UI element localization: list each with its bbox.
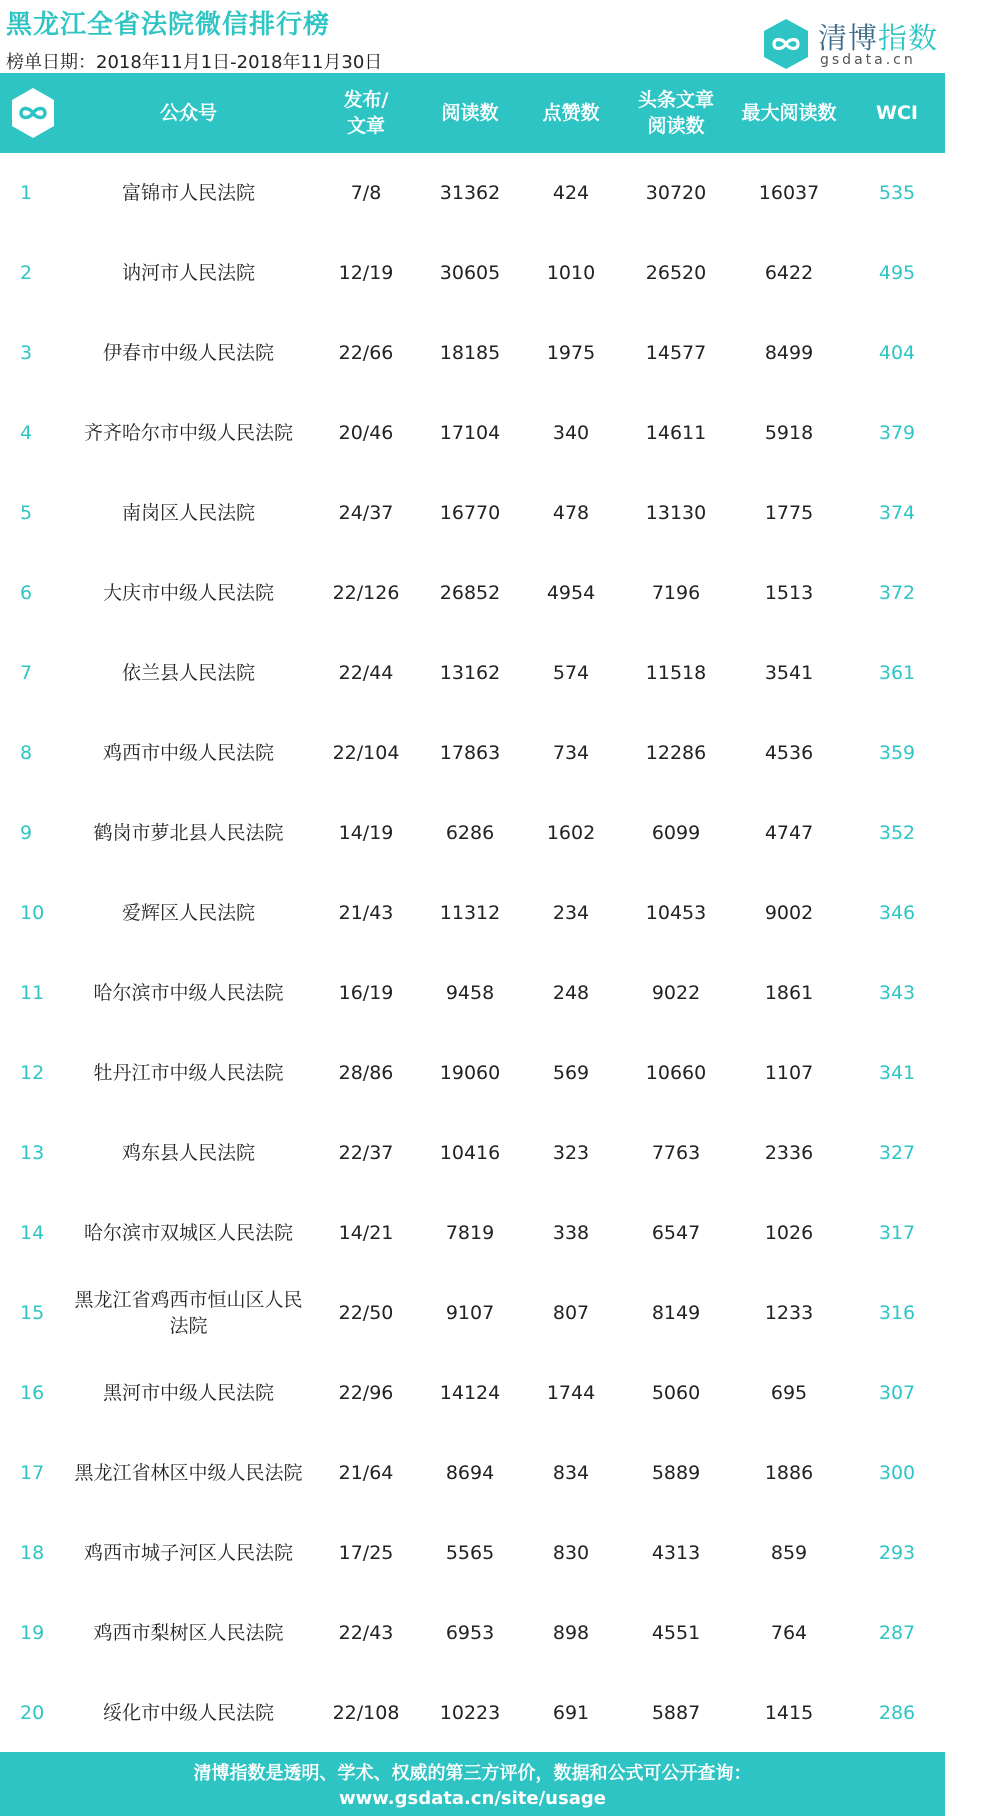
likes-cell: 248 <box>552 982 590 1004</box>
wci-cell: 361 <box>878 662 916 684</box>
page-title: 黑龙江全省法院微信排行榜 <box>6 10 331 40</box>
table-row <box>0 1513 945 1593</box>
reads-cell: 17863 <box>439 742 501 764</box>
publish-count-cell: 22/50 <box>338 1302 394 1324</box>
rank-cell: 20 <box>20 1702 45 1724</box>
headline-reads-cell: 6099 <box>651 822 701 844</box>
reads-cell: 10416 <box>439 1142 501 1164</box>
wci-cell: 372 <box>878 582 916 604</box>
footer-link[interactable]: www.gsdata.cn/site/usage <box>339 1788 606 1809</box>
headline-reads-cell: 5060 <box>651 1382 701 1404</box>
publish-count-cell: 17/25 <box>338 1542 394 1564</box>
table-row <box>0 1033 945 1113</box>
rank-cell: 6 <box>20 582 33 604</box>
account-name-cell: 讷河市人民法院 <box>121 262 255 284</box>
headline-reads-cell: 5889 <box>651 1462 701 1484</box>
header-logo-cell <box>0 73 66 153</box>
table-row <box>0 1353 945 1433</box>
reads-cell: 18185 <box>439 342 501 364</box>
wci-cell: 300 <box>878 1462 916 1484</box>
max-reads-cell: 764 <box>770 1622 808 1644</box>
column-header-wci: WCI <box>876 102 918 124</box>
reads-cell: 13162 <box>439 662 501 684</box>
headline-reads-cell: 11518 <box>645 662 707 684</box>
headline-reads-cell: 26520 <box>645 262 707 284</box>
rank-cell: 3 <box>20 342 33 364</box>
table-row <box>0 233 945 313</box>
reads-cell: 30605 <box>439 262 501 284</box>
rank-cell: 17 <box>20 1462 45 1484</box>
brand-name-part2: 指数 <box>878 21 939 55</box>
publish-count-cell: 22/66 <box>338 342 394 364</box>
likes-cell: 1602 <box>546 822 596 844</box>
table-row <box>0 153 945 233</box>
account-name-cell: 黑河市中级人民法院 <box>102 1382 274 1404</box>
account-name-cell: 富锦市人民法院 <box>121 182 255 204</box>
footer-text: 清博指数是透明、学术、权威的第三方评价，数据和公式可公开查询： <box>193 1763 752 1784</box>
table-row <box>0 873 945 953</box>
max-reads-cell: 9002 <box>764 902 814 924</box>
likes-cell: 323 <box>552 1142 590 1164</box>
rank-cell: 8 <box>20 742 33 764</box>
table-row <box>0 1433 945 1513</box>
wci-cell: 341 <box>878 1062 916 1084</box>
max-reads-cell: 1026 <box>764 1222 814 1244</box>
max-reads-cell: 1107 <box>764 1062 814 1084</box>
brand-name <box>818 16 938 57</box>
publish-count-cell: 22/37 <box>338 1142 394 1164</box>
brand-logo-block <box>762 14 962 74</box>
wci-cell: 495 <box>878 262 916 284</box>
max-reads-cell: 1415 <box>764 1702 814 1724</box>
max-reads-cell: 4747 <box>764 822 814 844</box>
wci-cell: 327 <box>878 1142 916 1164</box>
publish-count-cell: 22/108 <box>332 1702 400 1724</box>
headline-reads-cell: 10660 <box>645 1062 707 1084</box>
reads-cell: 9458 <box>445 982 495 1004</box>
publish-count-cell: 16/19 <box>338 982 394 1004</box>
column-header-publish-line2: 文章 <box>346 115 385 137</box>
column-header-headline-line1: 头条文章 <box>637 89 714 111</box>
rank-cell: 7 <box>20 662 33 684</box>
headline-reads-cell: 4551 <box>651 1622 701 1644</box>
likes-cell: 4954 <box>546 582 596 604</box>
publish-count-cell: 21/64 <box>338 1462 394 1484</box>
publish-count-cell: 12/19 <box>338 262 394 284</box>
rank-cell: 4 <box>20 422 33 444</box>
account-name-cell: 牡丹江市中级人民法院 <box>93 1062 284 1084</box>
account-name-cell: 伊春市中级人民法院 <box>102 342 274 364</box>
ranking-table <box>0 73 945 1753</box>
max-reads-cell: 1886 <box>764 1462 814 1484</box>
account-name-cell: 哈尔滨市双城区人民法院 <box>83 1222 293 1244</box>
infinity-hexagon-icon <box>9 86 57 140</box>
reads-cell: 6286 <box>445 822 495 844</box>
wci-cell: 404 <box>878 342 916 364</box>
max-reads-cell: 5918 <box>764 422 814 444</box>
account-name-cell: 鸡西市梨树区人民法院 <box>93 1622 284 1644</box>
table-row <box>0 313 945 393</box>
likes-cell: 898 <box>552 1622 590 1644</box>
headline-reads-cell: 7763 <box>651 1142 701 1164</box>
max-reads-cell: 8499 <box>764 342 814 364</box>
wci-cell: 535 <box>878 182 916 204</box>
publish-count-cell: 22/44 <box>338 662 394 684</box>
publish-count-cell: 21/43 <box>338 902 394 924</box>
account-name-cell: 黑龙江省林区中级人民法院 <box>74 1462 303 1484</box>
account-name-cell: 鸡西市城子河区人民法院 <box>83 1542 293 1564</box>
publish-count-cell: 22/96 <box>338 1382 394 1404</box>
publish-count-cell: 14/21 <box>338 1222 394 1244</box>
rank-cell: 18 <box>20 1542 45 1564</box>
account-name-cell: 鸡西市中级人民法院 <box>102 742 274 764</box>
wci-cell: 293 <box>878 1542 916 1564</box>
rank-cell: 19 <box>20 1622 45 1644</box>
likes-cell: 734 <box>552 742 590 764</box>
reads-cell: 6953 <box>445 1622 495 1644</box>
wci-cell: 359 <box>878 742 916 764</box>
reads-cell: 14124 <box>439 1382 501 1404</box>
rank-cell: 9 <box>20 822 33 844</box>
wci-cell: 343 <box>878 982 916 1004</box>
rank-cell: 2 <box>20 262 33 284</box>
headline-reads-cell: 12286 <box>645 742 707 764</box>
account-name-cell: 依兰县人民法院 <box>121 662 255 684</box>
reads-cell: 10223 <box>439 1702 501 1724</box>
table-row <box>0 793 945 873</box>
headline-reads-cell: 13130 <box>645 502 707 524</box>
infinity-hexagon-icon <box>762 18 810 70</box>
column-header-headline-reads <box>623 73 729 153</box>
column-header-publish <box>311 73 421 153</box>
likes-cell: 1744 <box>546 1382 596 1404</box>
max-reads-cell: 1233 <box>764 1302 814 1324</box>
likes-cell: 340 <box>552 422 590 444</box>
likes-cell: 338 <box>552 1222 590 1244</box>
headline-reads-cell: 9022 <box>651 982 701 1004</box>
wci-cell: 307 <box>878 1382 916 1404</box>
rank-cell: 10 <box>20 902 45 924</box>
account-name-cell: 绥化市中级人民法院 <box>102 1702 274 1724</box>
reads-cell: 19060 <box>439 1062 501 1084</box>
column-header-name: 公众号 <box>159 102 217 124</box>
max-reads-cell: 6422 <box>764 262 814 284</box>
headline-reads-cell: 5887 <box>651 1702 701 1724</box>
table-row <box>0 393 945 473</box>
table-row <box>0 1273 945 1353</box>
wci-cell: 287 <box>878 1622 916 1644</box>
footer-banner <box>0 1752 945 1816</box>
headline-reads-cell: 14577 <box>645 342 707 364</box>
likes-cell: 424 <box>552 182 590 204</box>
publish-count-cell: 22/43 <box>338 1622 394 1644</box>
account-name-cell: 鹤岗市萝北县人民法院 <box>93 822 284 844</box>
reads-cell: 26852 <box>439 582 501 604</box>
headline-reads-cell: 7196 <box>651 582 701 604</box>
wci-cell: 286 <box>878 1702 916 1724</box>
wci-cell: 374 <box>878 502 916 524</box>
reads-cell: 8694 <box>445 1462 495 1484</box>
table-row <box>0 1113 945 1193</box>
headline-reads-cell: 10453 <box>645 902 707 924</box>
likes-cell: 569 <box>552 1062 590 1084</box>
reads-cell: 7819 <box>445 1222 495 1244</box>
reads-cell: 11312 <box>439 902 501 924</box>
account-name-cell: 鸡东县人民法院 <box>121 1142 255 1164</box>
likes-cell: 834 <box>552 1462 590 1484</box>
reads-cell: 31362 <box>439 182 501 204</box>
account-name-cell: 黑龙江省鸡西市恒山区人民法院 <box>74 1289 303 1337</box>
rank-cell: 15 <box>20 1302 45 1324</box>
max-reads-cell: 1513 <box>764 582 814 604</box>
column-header-max-reads: 最大阅读数 <box>741 102 837 124</box>
max-reads-cell: 1861 <box>764 982 814 1004</box>
likes-cell: 691 <box>552 1702 590 1724</box>
column-header-publish-line1: 发布/ <box>343 89 389 111</box>
account-name-cell: 大庆市中级人民法院 <box>102 582 274 604</box>
publish-count-cell: 7/8 <box>350 182 382 204</box>
reads-cell: 16770 <box>439 502 501 524</box>
rank-cell: 11 <box>20 982 45 1004</box>
table-header <box>0 73 945 153</box>
headline-reads-cell: 14611 <box>645 422 707 444</box>
publish-count-cell: 22/104 <box>332 742 400 764</box>
table-row <box>0 713 945 793</box>
table-body <box>0 153 945 1753</box>
likes-cell: 478 <box>552 502 590 524</box>
wci-cell: 317 <box>878 1222 916 1244</box>
publish-count-cell: 24/37 <box>338 502 394 524</box>
likes-cell: 807 <box>552 1302 590 1324</box>
headline-reads-cell: 8149 <box>651 1302 701 1324</box>
wci-cell: 346 <box>878 902 916 924</box>
column-header-reads: 阅读数 <box>441 102 499 124</box>
rank-cell: 16 <box>20 1382 45 1404</box>
rank-cell: 12 <box>20 1062 45 1084</box>
likes-cell: 830 <box>552 1542 590 1564</box>
max-reads-cell: 16037 <box>758 182 820 204</box>
column-header-headline-line2: 阅读数 <box>647 115 705 137</box>
reads-cell: 17104 <box>439 422 501 444</box>
account-name-cell: 南岗区人民法院 <box>121 502 255 524</box>
rank-cell: 5 <box>20 502 33 524</box>
publish-count-cell: 14/19 <box>338 822 394 844</box>
account-name-cell: 爱辉区人民法院 <box>121 902 255 924</box>
account-name-cell: 哈尔滨市中级人民法院 <box>93 982 284 1004</box>
table-row <box>0 1593 945 1673</box>
brand-domain: gsdata.cn <box>820 52 916 68</box>
likes-cell: 1010 <box>546 262 596 284</box>
headline-reads-cell: 30720 <box>645 182 707 204</box>
reads-cell: 9107 <box>445 1302 495 1324</box>
reads-cell: 5565 <box>445 1542 495 1564</box>
table-row <box>0 633 945 713</box>
max-reads-cell: 695 <box>770 1382 808 1404</box>
table-row <box>0 1193 945 1273</box>
max-reads-cell: 2336 <box>764 1142 814 1164</box>
rank-cell: 1 <box>20 182 33 204</box>
max-reads-cell: 1775 <box>764 502 814 524</box>
max-reads-cell: 4536 <box>764 742 814 764</box>
likes-cell: 574 <box>552 662 590 684</box>
rank-cell: 13 <box>20 1142 45 1164</box>
account-name-cell: 齐齐哈尔市中级人民法院 <box>83 422 293 444</box>
rank-cell: 14 <box>20 1222 45 1244</box>
table-row <box>0 953 945 1033</box>
publish-count-cell: 22/126 <box>332 582 400 604</box>
ranking-date: 榜单日期：2018年11月1日-2018年11月30日 <box>6 52 383 73</box>
likes-cell: 1975 <box>546 342 596 364</box>
column-header-likes: 点赞数 <box>542 102 600 124</box>
wci-cell: 379 <box>878 422 916 444</box>
wci-cell: 316 <box>878 1302 916 1324</box>
table-row <box>0 473 945 553</box>
publish-count-cell: 28/86 <box>338 1062 394 1084</box>
publish-count-cell: 20/46 <box>338 422 394 444</box>
table-row <box>0 553 945 633</box>
max-reads-cell: 3541 <box>764 662 814 684</box>
table-row <box>0 1673 945 1753</box>
wci-cell: 352 <box>878 822 916 844</box>
headline-reads-cell: 6547 <box>651 1222 701 1244</box>
likes-cell: 234 <box>552 902 590 924</box>
headline-reads-cell: 4313 <box>651 1542 701 1564</box>
max-reads-cell: 859 <box>770 1542 808 1564</box>
brand-name-part1: 清博 <box>818 21 879 55</box>
